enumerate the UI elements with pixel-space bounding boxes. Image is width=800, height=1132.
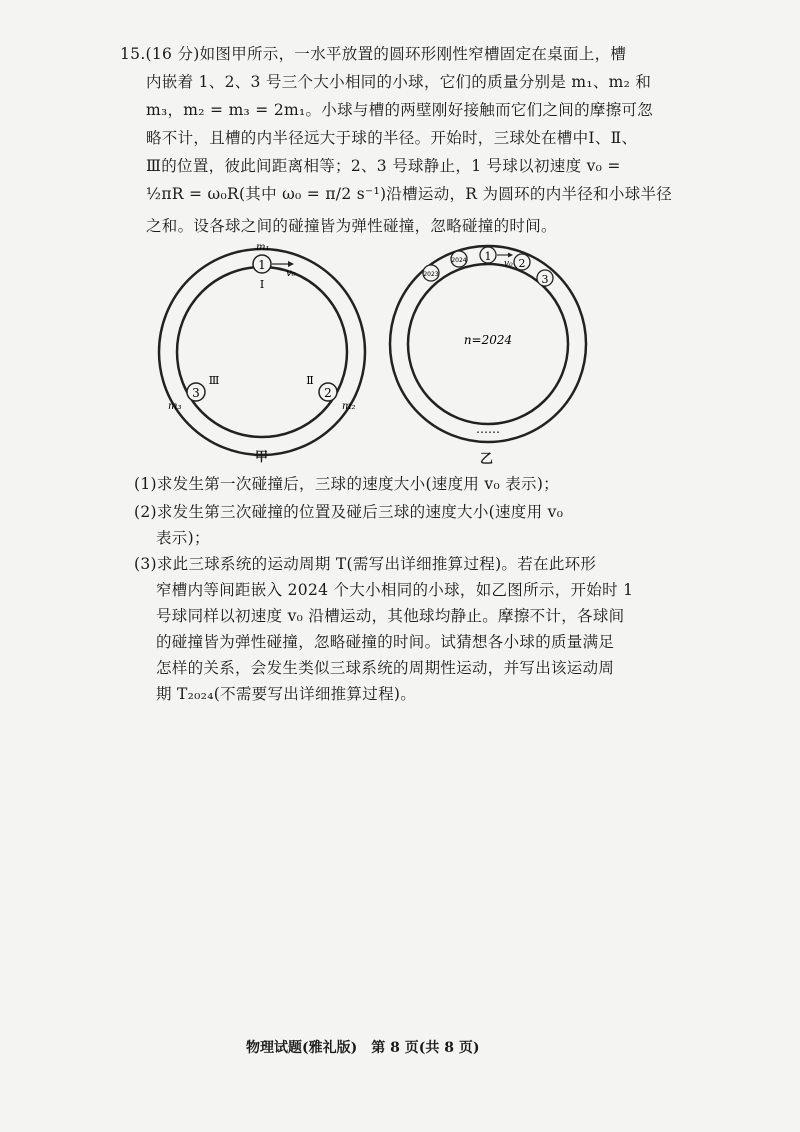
problem-line-2: 内嵌着 1、2、3 号三个大小相同的小球，它们的质量分别是 m₁、m₂ 和 [146, 73, 652, 91]
position-1-label: Ⅰ [259, 278, 265, 291]
position-3-label: Ⅲ [208, 374, 220, 387]
page-footer: 物理试题(雅礼版) 第 8 页(共 8 页) [246, 1040, 480, 1056]
velocity-arrowhead [288, 261, 294, 267]
problem-line-6: ½πR = ω₀R(其中 ω₀ = π/2 s⁻¹)沿槽运动，R 为圆环的内半径和小球半径 [146, 185, 673, 203]
m3-label: m₃ [168, 401, 182, 412]
question-2-line-1: (2)求发生第三次碰撞的位置及碰后三球的速度大小(速度用 v₀ [134, 503, 564, 521]
ball-3-label: 3 [192, 386, 200, 400]
figure-a-caption: 甲 [255, 450, 269, 465]
question-2-line-2: 表示)； [156, 529, 210, 547]
ball-2024-label: 2024 [451, 257, 467, 264]
problem-line-3: m₃，m₂ = m₃ = 2m₁。小球与槽的两壁刚好接触而它们之间的摩擦可忽 [146, 101, 654, 119]
question-3-line-3: 号球同样以初速度 v₀ 沿槽运动，其他球均静止。摩擦不计，各球间 [156, 607, 625, 625]
problem-line-1: 15.(16 分)如图甲所示，一水平放置的圆环形刚性窄槽固定在桌面上，槽 [120, 45, 627, 63]
question-3-line-6: 期 T₂₀₂₄(不需要写出详细推算过程)。 [156, 685, 417, 703]
figure-b-diagram [380, 240, 600, 470]
problem-line-4: 略不计，且槽的内半径远大于球的半径。开始时，三球处在槽中Ⅰ、Ⅱ、 [146, 129, 638, 147]
problem-line-5: Ⅲ的位置，彼此间距离相等；2、3 号球静止，1 号球以初速度 v₀ = [146, 157, 621, 175]
position-2-label: Ⅱ [306, 374, 314, 387]
figure-b-caption: 乙 [480, 452, 494, 467]
question-1: (1)求发生第一次碰撞后，三球的速度大小(速度用 v₀ 表示)； [134, 475, 559, 493]
ball-1-label: 1 [258, 258, 266, 272]
ball-3-label: 3 [541, 273, 549, 286]
ball-1-label: 1 [484, 250, 492, 263]
question-3-line-2: 窄槽内等间距嵌入 2024 个大小相同的小球，如乙图所示，开始时 1 [156, 581, 634, 599]
m1-label: m₁ [256, 242, 270, 253]
figure-a-diagram [150, 240, 380, 470]
ball-2023-label: 2023 [423, 271, 439, 278]
question-3-line-1: (3)求此三球系统的运动周期 T(需写出详细推算过程)。若在此环形 [134, 555, 597, 573]
ellipsis: …… [476, 422, 500, 436]
problem-line-7: 之和。设各球之间的碰撞皆为弹性碰撞，忽略碰撞的时间。 [146, 217, 557, 235]
n-label: n=2024 [463, 333, 513, 347]
velocity-arrowhead [508, 253, 513, 258]
v0-label: v₀ [504, 259, 513, 269]
figure-a [150, 240, 380, 474]
ball-2-label: 2 [518, 257, 526, 270]
v0-label: v₀ [286, 268, 296, 279]
inner-ring [177, 267, 347, 437]
question-3-line-4: 的碰撞皆为弹性碰撞，忽略碰撞的时间。试猜想各小球的质量满足 [156, 633, 615, 651]
ball-2-label: 2 [324, 386, 332, 400]
question-3-line-5: 怎样的关系，会发生类似三球系统的周期性运动，并写出该运动周 [156, 659, 615, 677]
figure-b [380, 240, 600, 474]
m2-label: m₂ [342, 401, 356, 412]
